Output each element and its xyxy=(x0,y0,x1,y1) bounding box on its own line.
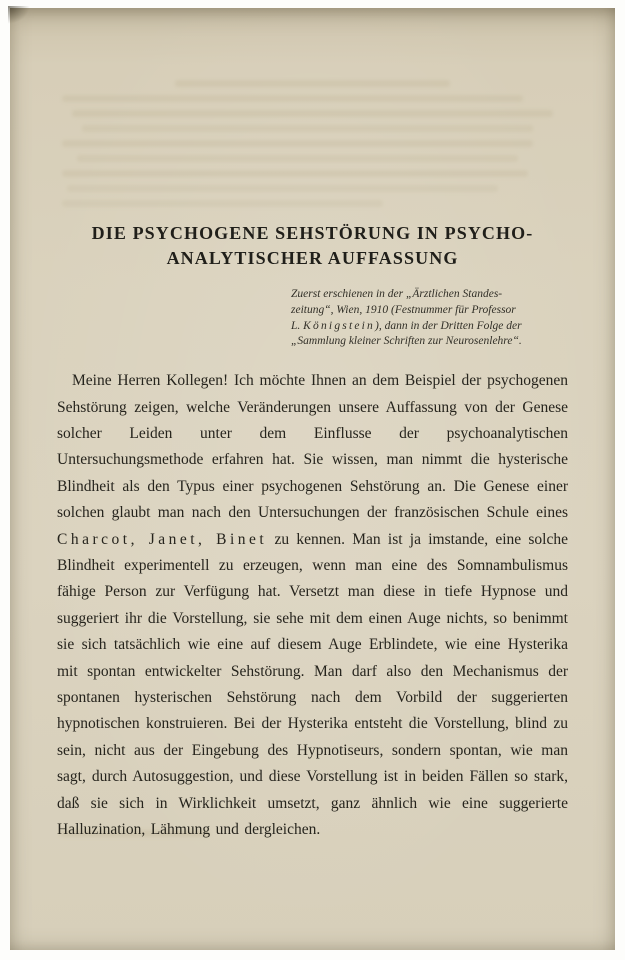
chapter-title-line2: ANALYTISCHER AUFFASSUNG xyxy=(166,248,459,268)
bleedthrough-line xyxy=(82,125,533,132)
koenigstein-spaced-name: Königstein xyxy=(303,319,375,332)
publication-note-text: L. xyxy=(291,319,304,332)
body-paragraph xyxy=(57,368,568,843)
publication-note-line: „Sammlung kleiner Schriften zur Neurosenlehre“. xyxy=(291,335,522,348)
publication-note-text: ), dann in der Dritten Folge der xyxy=(375,319,522,332)
publication-note-line: zeitung“, Wien, 1910 (Festnummer für Professor xyxy=(291,303,516,316)
publication-note-line xyxy=(291,319,571,335)
bleedthrough-line xyxy=(77,155,518,162)
scan-corner-shadow xyxy=(8,6,30,24)
bleedthrough-line xyxy=(62,170,528,177)
publication-note-line: Zuerst erschienen in der „Ärztlichen Standes- xyxy=(291,288,503,300)
publication-note xyxy=(291,287,571,350)
bleedthrough-line xyxy=(62,95,523,102)
bleedthrough-line xyxy=(72,110,553,117)
charcot-janet-binet-spaced-names: Charcot, Janet, Binet xyxy=(57,530,268,548)
page-content xyxy=(10,221,615,844)
reverse-side-bleedthrough xyxy=(62,80,563,215)
body-text-after-names: zu kennen. Man ist ja imstande, eine solche Blindheit experimentell zu erzeugen, wenn man eine des Somnambulismus fähige Person zur Verfügung hat. Versetzt man diese in tiefe Hypnose und suggeriert ihr die Vorstellung, sie sehe mit dem einen Auge nichts, so benimmt sie sich tatsächlich wie eine auf diesem Auge Erblindete, wie eine Hysterika mit spontan entwickelter Sehstörung. Man darf also den Mechanismus der spontanen hysterischen Sehstörung nach dem Vorbild der suggerierten hypnotischen konstruieren. Bei der Hysterika entsteht die Vorstellung, blind zu sein, nicht aus der Eingebung des Hypnotiseurs, sondern spontan, wie man sagt, durch Autosuggestion, und diese Vorstellung ist in beiden Fällen so stark, daß sie sich in Wirklichkeit umsetzt, ganz ähnlich wie eine suggerierte Halluzination, Lähmung und dergleichen. xyxy=(57,530,568,839)
paper-sheet xyxy=(10,8,615,950)
bleedthrough-line xyxy=(62,200,383,207)
bleedthrough-line xyxy=(175,80,451,87)
bleedthrough-line xyxy=(67,185,498,192)
chapter-title-line1: DIE PSYCHOGENE SEHSTÖRUNG IN PSYCHO- xyxy=(91,223,534,243)
body-text-before-names: Meine Herren Kollegen! Ich möchte Ihnen an dem Beispiel der psychogenen Sehstörung zeigen, welche Veränderungen unsere Auffassung von der Genese solcher Leiden unter dem Einflusse der psychoanalytischen Untersuchungsmethode erfahren hat. Sie wissen, man nimmt die hysterische Blindheit als den Typus einer psychogenen Sehstörung an. Die Genese einer solchen glaubt man nach den Untersuchungen der französischen Schule eines xyxy=(57,372,568,522)
bleedthrough-line xyxy=(62,140,533,147)
chapter-title xyxy=(57,221,568,271)
